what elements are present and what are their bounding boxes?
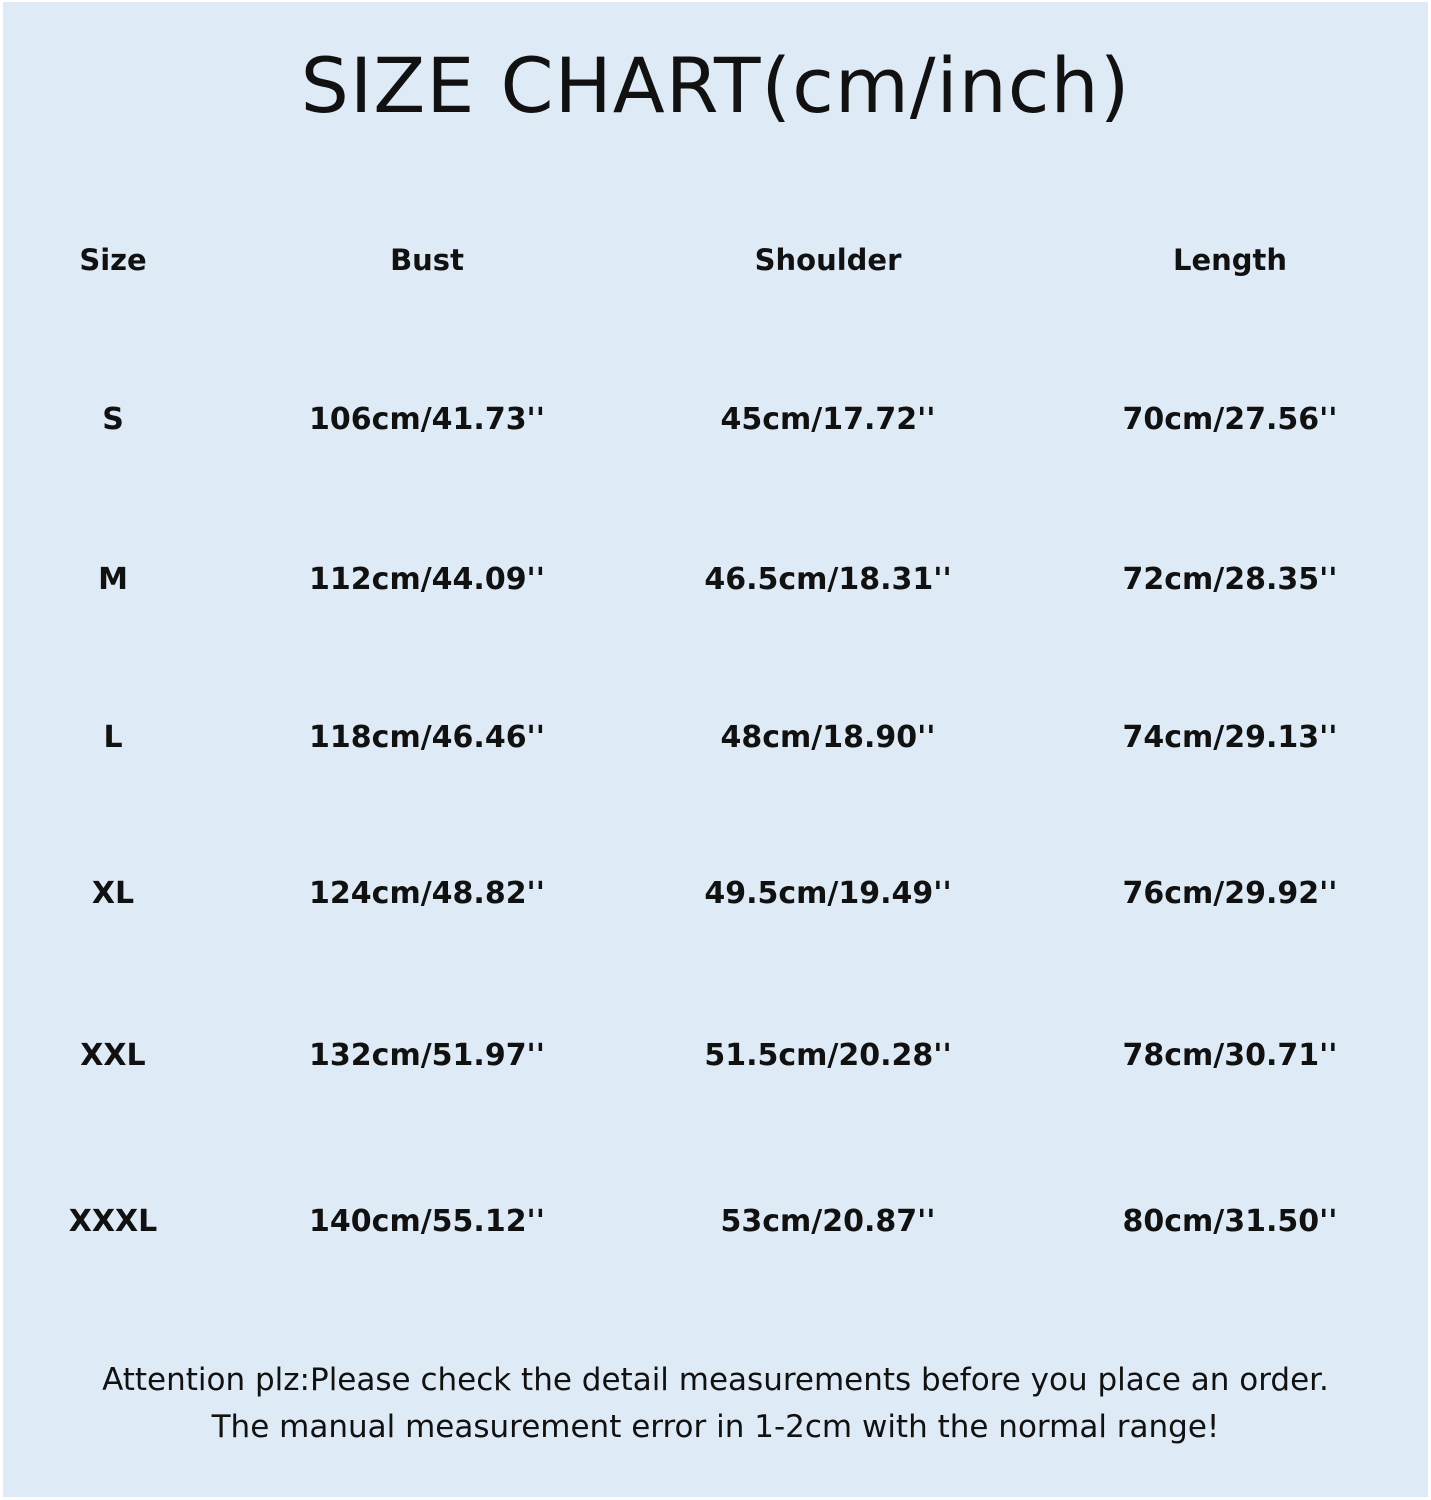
bust-cell: 112cm/44.09'': [309, 562, 545, 597]
shoulder-cell: 53cm/20.87'': [720, 1204, 936, 1239]
size-cell: S: [102, 402, 124, 437]
length-cell: 74cm/29.13'': [1122, 720, 1338, 755]
size-cell: XXXL: [68, 1204, 158, 1239]
size-cell: XXL: [80, 1038, 146, 1073]
size-chart-page: [3, 2, 1428, 1497]
bust-cell: 132cm/51.97'': [309, 1038, 545, 1073]
size-cell: M: [98, 562, 128, 597]
shoulder-cell: 49.5cm/19.49'': [704, 876, 952, 911]
bust-cell: 118cm/46.46'': [309, 720, 545, 755]
size-cell: XL: [91, 876, 135, 911]
length-cell: 72cm/28.35'': [1122, 562, 1338, 597]
header-shoulder: Shoulder: [754, 243, 902, 277]
length-cell: 80cm/31.50'': [1122, 1204, 1338, 1239]
page-title: SIZE CHART(cm/inch): [300, 41, 1131, 130]
size-cell: L: [103, 720, 123, 755]
shoulder-cell: 45cm/17.72'': [720, 402, 936, 437]
length-cell: 70cm/27.56'': [1122, 402, 1338, 437]
header-length: Length: [1172, 243, 1288, 277]
header-size: Size: [79, 243, 147, 277]
measurement-error-note: The manual measurement error in 1-2cm with the normal range!: [211, 1409, 1220, 1445]
length-cell: 76cm/29.92'': [1122, 876, 1338, 911]
bust-cell: 106cm/41.73'': [309, 402, 545, 437]
bust-cell: 124cm/48.82'': [309, 876, 545, 911]
header-bust: Bust: [390, 243, 464, 277]
shoulder-cell: 51.5cm/20.28'': [704, 1038, 952, 1073]
shoulder-cell: 46.5cm/18.31'': [704, 562, 952, 597]
shoulder-cell: 48cm/18.90'': [720, 720, 936, 755]
length-cell: 78cm/30.71'': [1122, 1038, 1338, 1073]
attention-note: Attention plz:Please check the detail measurements before you place an order.: [102, 1362, 1329, 1398]
bust-cell: 140cm/55.12'': [309, 1204, 545, 1239]
